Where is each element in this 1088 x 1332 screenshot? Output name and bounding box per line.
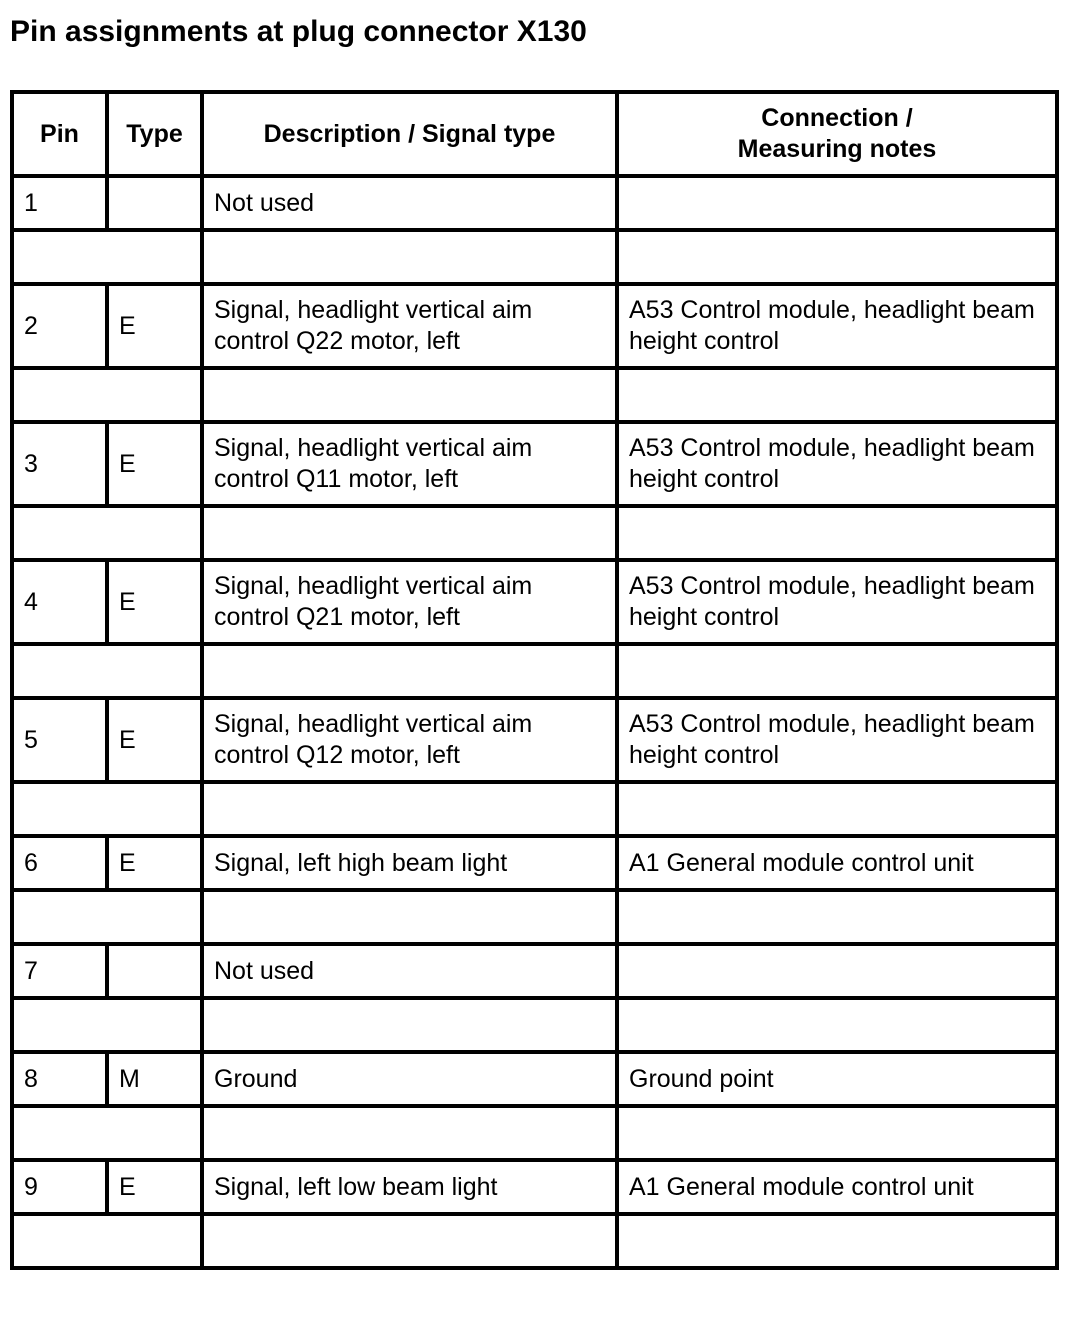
spacer-row [12,890,1057,944]
cell-connection: A53 Control module, headlight beam height control [617,284,1057,368]
spacer-cell [202,230,617,284]
cell-connection: A1 General module control unit [617,1160,1057,1214]
cell-pin: 1 [12,176,107,230]
cell-type: E [107,284,202,368]
cell-connection: A53 Control module, headlight beam height control [617,560,1057,644]
cell-type: E [107,1160,202,1214]
spacer-row [12,998,1057,1052]
cell-connection [617,944,1057,998]
spacer-cell [12,890,202,944]
cell-pin: 2 [12,284,107,368]
cell-description: Signal, left high beam light [202,836,617,890]
spacer-cell [202,1214,617,1268]
spacer-cell [617,1106,1057,1160]
cell-type: E [107,560,202,644]
spacer-cell [12,368,202,422]
spacer-row [12,1214,1057,1268]
cell-description: Signal, headlight vertical aim control Q12 motor, left [202,698,617,782]
spacer-cell [12,506,202,560]
page-title: Pin assignments at plug connector X130 [10,15,587,48]
cell-type: M [107,1052,202,1106]
spacer-cell [617,1214,1057,1268]
spacer-cell [202,782,617,836]
cell-pin: 5 [12,698,107,782]
table-row [12,422,1057,506]
table-row [12,1052,1057,1106]
spacer-cell [202,1106,617,1160]
cell-connection: A1 General module control unit [617,836,1057,890]
cell-type: E [107,422,202,506]
spacer-row [12,368,1057,422]
table-row [12,698,1057,782]
spacer-row [12,230,1057,284]
table-row [12,1160,1057,1214]
cell-description: Signal, headlight vertical aim control Q22 motor, left [202,284,617,368]
spacer-cell [617,890,1057,944]
header-type: Type [107,92,202,176]
spacer-cell [617,998,1057,1052]
cell-connection: A53 Control module, headlight beam height control [617,698,1057,782]
cell-description: Not used [202,944,617,998]
cell-connection [617,176,1057,230]
table-row [12,836,1057,890]
cell-connection: A53 Control module, headlight beam height control [617,422,1057,506]
header-connection-line2: Measuring notes [737,135,937,163]
header-pin: Pin [12,92,107,176]
spacer-row [12,1106,1057,1160]
spacer-cell [12,230,202,284]
cell-description: Signal, left low beam light [202,1160,617,1214]
spacer-cell [617,782,1057,836]
spacer-cell [202,506,617,560]
header-description: Description / Signal type [202,92,617,176]
cell-type: E [107,836,202,890]
cell-type [107,944,202,998]
header-connection-line1: Connection / [761,104,913,132]
table-row [12,944,1057,998]
cell-connection: Ground point [617,1052,1057,1106]
cell-pin: 7 [12,944,107,998]
cell-description: Signal, headlight vertical aim control Q21 motor, left [202,560,617,644]
cell-description: Not used [202,176,617,230]
spacer-cell [12,644,202,698]
cell-pin: 9 [12,1160,107,1214]
cell-pin: 8 [12,1052,107,1106]
cell-pin: 4 [12,560,107,644]
cell-type: E [107,698,202,782]
table-row [12,560,1057,644]
spacer-cell [202,890,617,944]
spacer-cell [617,644,1057,698]
spacer-cell [12,998,202,1052]
cell-description: Signal, headlight vertical aim control Q11 motor, left [202,422,617,506]
spacer-cell [202,368,617,422]
cell-description: Ground [202,1052,617,1106]
table-row [12,176,1057,230]
cell-pin: 3 [12,422,107,506]
spacer-cell [12,782,202,836]
spacer-row [12,782,1057,836]
spacer-cell [12,1106,202,1160]
cell-pin: 6 [12,836,107,890]
spacer-cell [202,998,617,1052]
spacer-cell [617,506,1057,560]
spacer-cell [202,644,617,698]
cell-type [107,176,202,230]
pin-assignment-table [10,90,1059,1270]
spacer-row [12,506,1057,560]
header-connection [617,92,1057,176]
table-header-row [12,92,1057,176]
spacer-row [12,644,1057,698]
spacer-cell [617,368,1057,422]
spacer-cell [617,230,1057,284]
table-row [12,284,1057,368]
spacer-cell [12,1214,202,1268]
